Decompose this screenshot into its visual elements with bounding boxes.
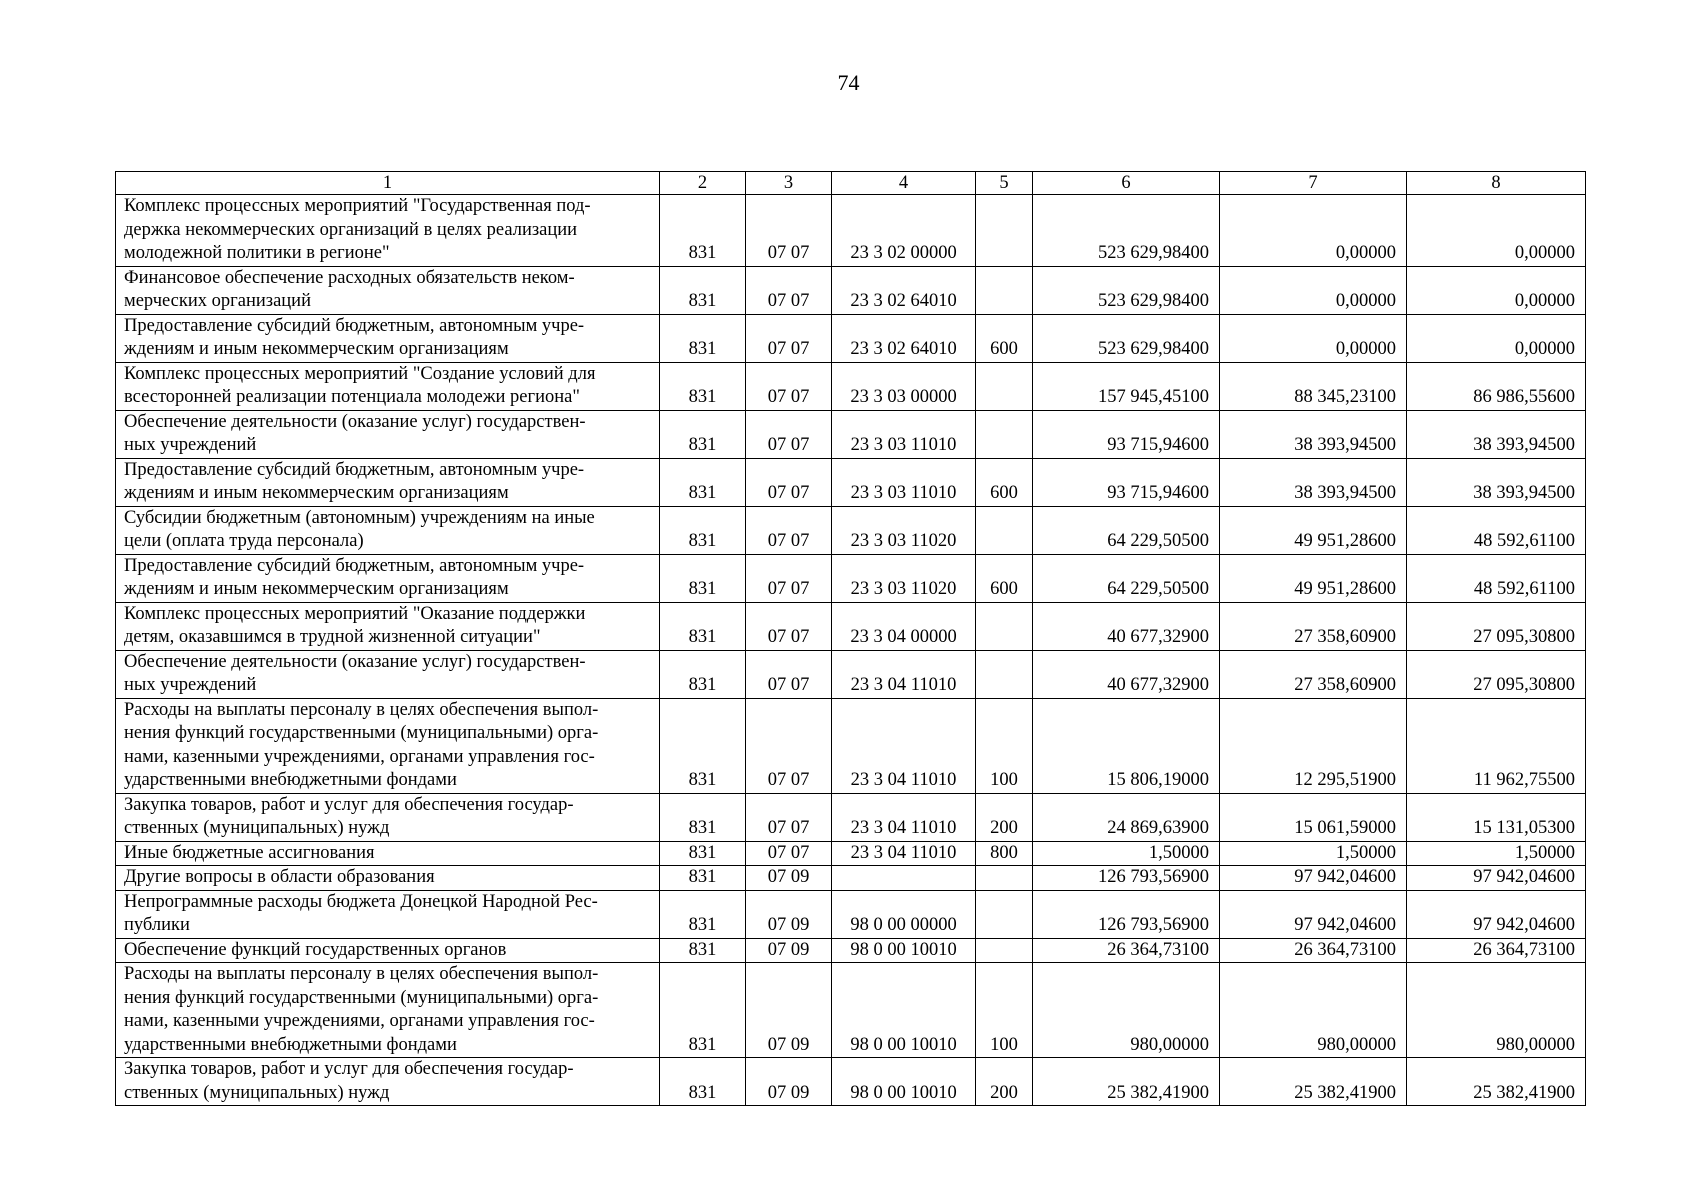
description-line: Обеспечение функций государственных органов: [124, 939, 507, 960]
row-description: [116, 506, 660, 554]
amount-col-7: 12 295,51900: [1220, 698, 1407, 793]
ministry-code: 831: [660, 938, 746, 963]
ministry-code: 831: [660, 266, 746, 314]
ministry-code: 831: [660, 1058, 746, 1106]
table-row: [116, 890, 1586, 938]
amount-col-7: 49 951,28600: [1220, 554, 1407, 602]
amount-col-6: 1,50000: [1033, 841, 1220, 866]
description-line: Финансовое обеспечение расходных обязательств неком-: [124, 267, 575, 288]
amount-col-6: 126 793,56900: [1033, 890, 1220, 938]
amount-col-6: 40 677,32900: [1033, 650, 1220, 698]
table-body: [116, 172, 1586, 1106]
ministry-code: 831: [660, 841, 746, 866]
amount-col-8: 11 962,75500: [1407, 698, 1586, 793]
row-description: [116, 866, 660, 891]
section-code: 07 09: [746, 890, 832, 938]
table-row: [116, 602, 1586, 650]
amount-col-8: 97 942,04600: [1407, 866, 1586, 891]
amount-col-6: 157 945,45100: [1033, 362, 1220, 410]
amount-col-7: 88 345,23100: [1220, 362, 1407, 410]
budget-table: [115, 171, 1586, 1106]
amount-col-8: 1,50000: [1407, 841, 1586, 866]
target-article: 23 3 04 11010: [832, 698, 976, 793]
amount-col-8: 86 986,55600: [1407, 362, 1586, 410]
amount-col-6: 523 629,98400: [1033, 314, 1220, 362]
amount-col-7: 1,50000: [1220, 841, 1407, 866]
column-header-7: 7: [1220, 172, 1407, 195]
column-header-4: 4: [832, 172, 976, 195]
expense-type: [976, 506, 1033, 554]
section-code: 07 07: [746, 506, 832, 554]
description-line: всесторонней реализации потенциала молодежи региона": [124, 387, 580, 407]
section-code: 07 07: [746, 314, 832, 362]
description-line: ударственными внебюджетными фондами: [124, 770, 457, 790]
description-line: нения функций государственными (муниципальными) орга-: [124, 723, 599, 743]
column-header-6: 6: [1033, 172, 1220, 195]
amount-col-6: 26 364,73100: [1033, 938, 1220, 963]
amount-col-7: 26 364,73100: [1220, 938, 1407, 963]
amount-col-8: 15 131,05300: [1407, 793, 1586, 841]
table-row: [116, 1058, 1586, 1106]
table-row: [116, 938, 1586, 963]
target-article: 23 3 04 11010: [832, 841, 976, 866]
table-row: [116, 866, 1586, 891]
section-code: 07 07: [746, 650, 832, 698]
target-article: 23 3 03 11010: [832, 458, 976, 506]
table-row: [116, 195, 1586, 267]
ministry-code: 831: [660, 602, 746, 650]
row-description: [116, 362, 660, 410]
amount-col-7: 38 393,94500: [1220, 410, 1407, 458]
target-article: 98 0 00 10010: [832, 938, 976, 963]
description-line: Предоставление субсидий бюджетным, автономным учре-: [124, 315, 585, 336]
section-code: 07 07: [746, 458, 832, 506]
ministry-code: 831: [660, 698, 746, 793]
amount-col-6: 64 229,50500: [1033, 554, 1220, 602]
column-header-8: 8: [1407, 172, 1586, 195]
row-description: [116, 1058, 660, 1106]
ministry-code: 831: [660, 963, 746, 1058]
ministry-code: 831: [660, 362, 746, 410]
amount-col-6: 64 229,50500: [1033, 506, 1220, 554]
section-code: 07 07: [746, 195, 832, 267]
row-description: [116, 890, 660, 938]
description-line: Расходы на выплаты персоналу в целях обеспечения выпол-: [124, 964, 599, 984]
amount-col-6: 126 793,56900: [1033, 866, 1220, 891]
amount-col-8: 26 364,73100: [1407, 938, 1586, 963]
table-row: [116, 362, 1586, 410]
amount-col-7: 49 951,28600: [1220, 506, 1407, 554]
description-line: ных учреждений: [124, 435, 257, 455]
description-line: мерческих организаций: [124, 291, 311, 311]
amount-col-7: 38 393,94500: [1220, 458, 1407, 506]
target-article: 23 3 03 11020: [832, 554, 976, 602]
amount-col-8: 27 095,30800: [1407, 602, 1586, 650]
target-article: 98 0 00 10010: [832, 963, 976, 1058]
amount-col-8: 38 393,94500: [1407, 458, 1586, 506]
target-article: 23 3 04 00000: [832, 602, 976, 650]
expense-type: 200: [976, 793, 1033, 841]
target-article: 23 3 03 00000: [832, 362, 976, 410]
expense-type: [976, 938, 1033, 963]
section-code: 07 07: [746, 554, 832, 602]
description-line: нами, казенными учреждениями, органами управления гос-: [124, 1011, 595, 1031]
expense-type: 200: [976, 1058, 1033, 1106]
amount-col-8: 25 382,41900: [1407, 1058, 1586, 1106]
section-code: 07 09: [746, 1058, 832, 1106]
section-code: 07 09: [746, 938, 832, 963]
description-line: Непрограммные расходы бюджета Донецкой Народной Рес-: [124, 891, 598, 912]
section-code: 07 07: [746, 266, 832, 314]
row-description: [116, 963, 660, 1058]
expense-type: [976, 650, 1033, 698]
ministry-code: 831: [660, 458, 746, 506]
expense-type: 100: [976, 963, 1033, 1058]
amount-col-6: 15 806,19000: [1033, 698, 1220, 793]
page-number: 74: [837, 70, 860, 95]
table-row: [116, 506, 1586, 554]
section-code: 07 07: [746, 793, 832, 841]
description-line: Комплекс процессных мероприятий "Создание условий для: [124, 363, 596, 384]
column-number-row: [116, 172, 1586, 195]
row-description: [116, 266, 660, 314]
column-header-3: 3: [746, 172, 832, 195]
description-line: ных учреждений: [124, 675, 257, 695]
row-description: [116, 410, 660, 458]
description-line: нения функций государственными (муниципальными) орга-: [124, 987, 599, 1008]
amount-col-8: 38 393,94500: [1407, 410, 1586, 458]
expense-type: 600: [976, 554, 1033, 602]
description-line: ждениям и иным некоммерческим организациям: [124, 339, 509, 359]
amount-col-6: 93 715,94600: [1033, 410, 1220, 458]
table-row: [116, 793, 1586, 841]
amount-col-8: 0,00000: [1407, 195, 1586, 267]
expense-type: [976, 410, 1033, 458]
target-article: 23 3 04 11010: [832, 793, 976, 841]
target-article: 23 3 03 11010: [832, 410, 976, 458]
expense-type: [976, 866, 1033, 891]
description-line: детям, оказавшимся в трудной жизненной ситуации": [124, 627, 541, 647]
description-line: нами, казенными учреждениями, органами управления гос-: [124, 746, 595, 767]
expense-type: 100: [976, 698, 1033, 793]
column-header-5: 5: [976, 172, 1033, 195]
row-description: [116, 698, 660, 793]
ministry-code: 831: [660, 650, 746, 698]
section-code: 07 07: [746, 410, 832, 458]
table-row: [116, 314, 1586, 362]
expense-type: [976, 266, 1033, 314]
row-description: [116, 650, 660, 698]
amount-col-6: 40 677,32900: [1033, 602, 1220, 650]
amount-col-6: 980,00000: [1033, 963, 1220, 1058]
description-line: Другие вопросы в области образования: [124, 867, 435, 887]
ministry-code: 831: [660, 314, 746, 362]
ministry-code: 831: [660, 866, 746, 891]
row-description: [116, 793, 660, 841]
table-row: [116, 266, 1586, 314]
target-article: 23 3 02 64010: [832, 266, 976, 314]
description-line: Комплекс процессных мероприятий "Оказание поддержки: [124, 603, 586, 624]
section-code: 07 07: [746, 362, 832, 410]
amount-col-7: 0,00000: [1220, 266, 1407, 314]
ministry-code: 831: [660, 195, 746, 267]
amount-col-6: 523 629,98400: [1033, 195, 1220, 267]
row-description: [116, 554, 660, 602]
table-row: [116, 698, 1586, 793]
section-code: 07 09: [746, 963, 832, 1058]
description-line: Обеспечение деятельности (оказание услуг) государствен-: [124, 651, 586, 672]
amount-col-6: 93 715,94600: [1033, 458, 1220, 506]
description-line: ждениям и иным некоммерческим организациям: [124, 483, 509, 503]
column-header-2: 2: [660, 172, 746, 195]
description-line: Предоставление субсидий бюджетным, автономным учре-: [124, 555, 585, 576]
description-line: ственных (муниципальных) нужд: [124, 1082, 390, 1103]
amount-col-8: 980,00000: [1407, 963, 1586, 1058]
amount-col-7: 0,00000: [1220, 195, 1407, 267]
ministry-code: 831: [660, 890, 746, 938]
table-row: [116, 650, 1586, 698]
row-description: [116, 195, 660, 267]
expense-type: [976, 602, 1033, 650]
amount-col-8: 27 095,30800: [1407, 650, 1586, 698]
section-code: 07 07: [746, 602, 832, 650]
amount-col-6: 25 382,41900: [1033, 1058, 1220, 1106]
description-line: ждениям и иным некоммерческим организациям: [124, 579, 509, 599]
section-code: 07 09: [746, 866, 832, 891]
description-line: Закупка товаров, работ и услуг для обеспечения государ-: [124, 794, 574, 815]
description-line: Субсидии бюджетным (автономным) учреждениям на иные: [124, 507, 595, 528]
target-article: 98 0 00 10010: [832, 1058, 976, 1106]
table-row: [116, 554, 1586, 602]
amount-col-7: 97 942,04600: [1220, 866, 1407, 891]
description-line: публики: [124, 915, 190, 935]
amount-col-8: 48 592,61100: [1407, 554, 1586, 602]
ministry-code: 831: [660, 793, 746, 841]
expense-type: [976, 362, 1033, 410]
amount-col-8: 97 942,04600: [1407, 890, 1586, 938]
row-description: [116, 314, 660, 362]
expense-type: 800: [976, 841, 1033, 866]
target-article: 23 3 02 64010: [832, 314, 976, 362]
expense-type: 600: [976, 458, 1033, 506]
row-description: [116, 458, 660, 506]
table-row: [116, 458, 1586, 506]
description-line: Иные бюджетные ассигнования: [124, 842, 375, 863]
section-code: 07 07: [746, 841, 832, 866]
target-article: 23 3 02 00000: [832, 195, 976, 267]
expense-type: [976, 890, 1033, 938]
table-row: [116, 963, 1586, 1058]
description-line: Расходы на выплаты персоналу в целях обеспечения выпол-: [124, 699, 599, 720]
description-line: Комплекс процессных мероприятий "Государственная под-: [124, 196, 591, 216]
description-line: Обеспечение деятельности (оказание услуг) государствен-: [124, 411, 586, 432]
row-description: [116, 938, 660, 963]
section-code: 07 07: [746, 698, 832, 793]
ministry-code: 831: [660, 554, 746, 602]
amount-col-7: 97 942,04600: [1220, 890, 1407, 938]
amount-col-7: 27 358,60900: [1220, 602, 1407, 650]
target-article: [832, 866, 976, 891]
amount-col-8: 48 592,61100: [1407, 506, 1586, 554]
column-header-1: 1: [116, 172, 660, 195]
amount-col-6: 24 869,63900: [1033, 793, 1220, 841]
row-description: [116, 841, 660, 866]
description-line: ударственными внебюджетными фондами: [124, 1034, 457, 1055]
amount-col-7: 25 382,41900: [1220, 1058, 1407, 1106]
amount-col-8: 0,00000: [1407, 314, 1586, 362]
description-line: Предоставление субсидий бюджетным, автономным учре-: [124, 459, 585, 480]
amount-col-6: 523 629,98400: [1033, 266, 1220, 314]
description-line: ственных (муниципальных) нужд: [124, 818, 390, 838]
expense-type: [976, 195, 1033, 267]
row-description: [116, 602, 660, 650]
amount-col-7: 0,00000: [1220, 314, 1407, 362]
target-article: 23 3 03 11020: [832, 506, 976, 554]
expense-type: 600: [976, 314, 1033, 362]
ministry-code: 831: [660, 410, 746, 458]
amount-col-7: 980,00000: [1220, 963, 1407, 1058]
table-row: [116, 841, 1586, 866]
description-line: Закупка товаров, работ и услуг для обеспечения государ-: [124, 1059, 574, 1079]
description-line: цели (оплата труда персонала): [124, 531, 364, 551]
ministry-code: 831: [660, 506, 746, 554]
description-line: молодежной политики в регионе": [124, 243, 390, 263]
target-article: 23 3 04 11010: [832, 650, 976, 698]
description-line: держка некоммерческих организаций в целях реализации: [124, 219, 578, 240]
amount-col-8: 0,00000: [1407, 266, 1586, 314]
amount-col-7: 15 061,59000: [1220, 793, 1407, 841]
target-article: 98 0 00 00000: [832, 890, 976, 938]
table-row: [116, 410, 1586, 458]
amount-col-7: 27 358,60900: [1220, 650, 1407, 698]
